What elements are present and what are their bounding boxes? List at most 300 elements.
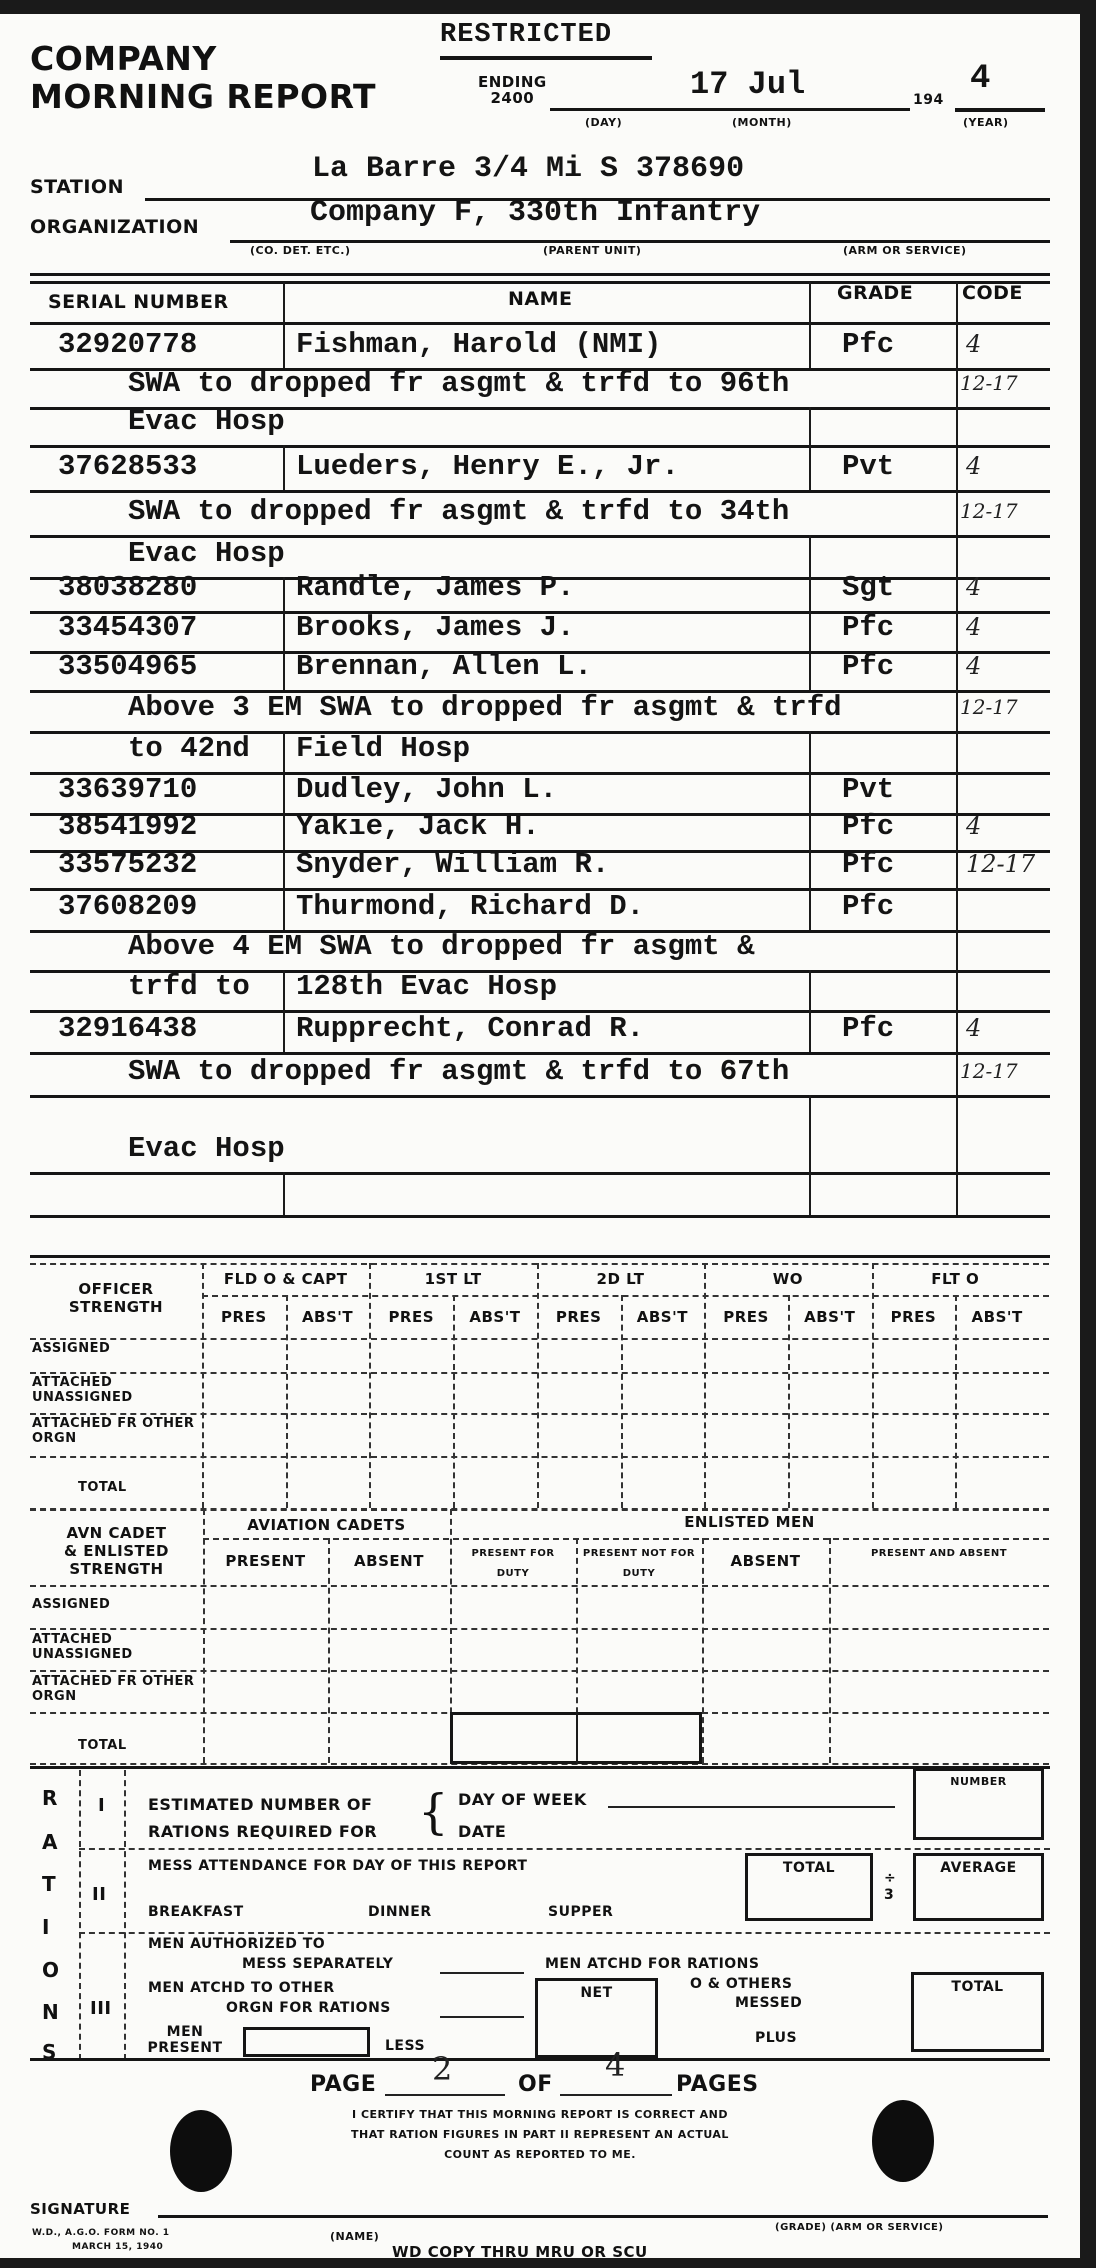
men-atchd-other-label-1: MEN ATCHD TO OTHER: [148, 1980, 335, 1996]
section-2-numeral: II: [92, 1884, 107, 1905]
grade: Pfc: [842, 848, 895, 881]
row-rule: [30, 1215, 1050, 1218]
officer-cell[interactable]: [369, 1338, 453, 1372]
code: 4: [966, 330, 982, 358]
men-atchd-for-rations-label: MEN ATCHD FOR RATIONS: [545, 1956, 760, 1972]
officer-cell[interactable]: [286, 1338, 370, 1372]
enlisted-cell[interactable]: [829, 1712, 1049, 1763]
grade: Pfc: [842, 650, 895, 683]
serial-number: 37628533: [58, 450, 198, 483]
day-of-week-label[interactable]: DAY OF WEEK: [458, 1790, 587, 1809]
net-box[interactable]: [535, 1978, 658, 2058]
certify-line-3: COUNT AS REPORTED TO ME.: [444, 2148, 636, 2161]
officer-cell[interactable]: [872, 1338, 956, 1372]
officer-cell[interactable]: [369, 1372, 453, 1413]
code: 4: [966, 652, 982, 680]
officer-top-rule: [30, 1255, 1050, 1258]
officer-cell[interactable]: [788, 1338, 872, 1372]
atchd-other-line: [440, 2016, 524, 2018]
org-caption-company: (CO. DET. ETC.): [250, 244, 351, 257]
rations-letter: N: [42, 2000, 60, 2024]
col-divider: [956, 282, 958, 322]
men-present-label-1: MEN: [166, 2024, 204, 2040]
others-messed-label-1: O & OTHERS: [690, 1976, 793, 1992]
col-divider: [956, 490, 958, 535]
rations-letter: S: [42, 2040, 57, 2064]
code: 4: [966, 812, 982, 840]
enlisted-cell[interactable]: [328, 1628, 450, 1670]
enlisted-strength-title: [30, 1524, 203, 1578]
brace-icon: {: [418, 1784, 449, 1840]
officer-cell[interactable]: [286, 1456, 370, 1508]
section-3-numeral: III: [90, 1998, 112, 2019]
cadet-col-header: ABSENT: [354, 1552, 424, 1570]
col-divider: [956, 970, 958, 1010]
col-divider: [809, 577, 811, 611]
enlisted-cell[interactable]: [576, 1585, 702, 1628]
serial-number: 32916438: [58, 1012, 198, 1045]
organization-line: [230, 240, 1050, 243]
col-divider: [809, 611, 811, 651]
code: 12-17: [966, 850, 1036, 878]
rations-rule-1: [79, 1848, 1050, 1850]
form-title-line2: MORNING REPORT: [30, 77, 377, 116]
enlisted-title-2: & ENLISTED: [64, 1542, 169, 1560]
date-label[interactable]: DATE: [458, 1822, 507, 1841]
col-divider: [809, 888, 811, 930]
rations-bottom-rule: [30, 2058, 1050, 2061]
rations-rule-2: [79, 1932, 1050, 1934]
name-caption: (NAME): [330, 2230, 380, 2243]
remark-text: Evac Hosp: [128, 405, 285, 438]
officer-cell[interactable]: [704, 1456, 788, 1508]
grid-rule: [202, 1295, 1049, 1297]
plus-label: PLUS: [755, 2030, 798, 2046]
col-divider: [956, 850, 958, 888]
officer-cell[interactable]: [955, 1456, 1039, 1508]
col-header-name: NAME: [508, 288, 573, 310]
officer-row-label: ATTACHED UNASSIGNED: [32, 1375, 133, 1405]
mess-attendance-label: MESS ATTENDANCE FOR DAY OF THIS REPORT: [148, 1858, 528, 1874]
col-header-code: CODE: [962, 282, 1023, 304]
col-divider: [283, 611, 285, 651]
men-present-label: [130, 2024, 240, 2056]
grade-caption: (GRADE) (ARM OR SERVICE): [775, 2222, 944, 2233]
grade: Pvt: [842, 450, 895, 483]
col-divider: [809, 813, 811, 850]
rations-letter: T: [42, 1872, 57, 1896]
organization-value: Company F, 330th Infantry: [310, 196, 761, 230]
remark-text: Evac Hosp: [128, 1132, 285, 1165]
officer-sub-present: PRES: [221, 1308, 267, 1326]
enlisted-cell[interactable]: [203, 1628, 328, 1670]
officer-cell[interactable]: [453, 1456, 537, 1508]
code: 4: [966, 452, 982, 480]
officer-group-header: FLD O & CAPT: [223, 1270, 348, 1288]
enlisted-cell[interactable]: [450, 1628, 576, 1670]
enlisted-col-header: ABSENT: [730, 1552, 801, 1570]
col-divider: [283, 850, 285, 888]
col-divider: [283, 322, 285, 368]
form-identifier: [32, 2226, 170, 2254]
officer-cell[interactable]: [788, 1413, 872, 1456]
remark-text: Above 4 EM SWA to dropped fr asgmt &: [128, 930, 755, 963]
copy-routing-note: WD COPY THRU MRU OR SCU: [392, 2243, 648, 2261]
enlisted-cell[interactable]: [576, 1628, 702, 1670]
col-divider: [283, 577, 285, 611]
col-divider: [956, 813, 958, 850]
rations-letter: I: [42, 1915, 50, 1939]
remark-text: Above 3 EM SWA to dropped fr asgmt & trfd: [128, 691, 842, 724]
certification-text: [250, 2105, 830, 2165]
enlisted-row-label: ATTACHED FR OTHER ORGN: [32, 1674, 195, 1704]
soldier-name: Dudley, John L.: [296, 773, 558, 806]
enlisted-cell[interactable]: [328, 1585, 450, 1628]
serial-number: 38038280: [58, 571, 198, 604]
remark-text: Field Hosp: [296, 732, 471, 765]
officer-cell[interactable]: [202, 1456, 286, 1508]
officer-cell[interactable]: [537, 1338, 621, 1372]
soldier-name: Brooks, James J.: [296, 611, 575, 644]
col-divider: [283, 888, 285, 930]
officer-row-label: ASSIGNED: [32, 1341, 111, 1356]
col-divider: [809, 850, 811, 888]
col-divider: [283, 731, 285, 772]
less-label: LESS: [385, 2038, 426, 2054]
enlisted-cell[interactable]: [203, 1712, 328, 1763]
enlisted-cell[interactable]: [328, 1712, 450, 1763]
soldier-name: Lueders, Henry E., Jr.: [296, 450, 679, 483]
net-label: NET: [580, 1985, 613, 2001]
org-caption-arm: (ARM OR SERVICE): [843, 244, 967, 257]
officer-row-label: TOTAL: [78, 1480, 127, 1495]
number-box-label: NUMBER: [950, 1775, 1007, 1788]
men-present-box[interactable]: [243, 2027, 370, 2057]
officer-cell[interactable]: [955, 1413, 1039, 1456]
col-divider: [283, 1010, 285, 1052]
col-header-grade: GRADE: [837, 282, 914, 304]
men-authorized-label-1: MEN AUTHORIZED TO: [148, 1936, 326, 1952]
col-divider: [283, 772, 285, 813]
officer-cell[interactable]: [453, 1338, 537, 1372]
officer-cell[interactable]: [369, 1456, 453, 1508]
enlisted-col-header: PRESENT AND ABSENT: [870, 1548, 1008, 1559]
code: 12-17: [960, 499, 1018, 523]
section-1-numeral: I: [98, 1795, 106, 1816]
enlisted-title-1: AVN CADET: [66, 1524, 167, 1542]
enlisted-cell[interactable]: [203, 1670, 328, 1712]
year-prefix: 194: [913, 92, 944, 108]
officer-cell[interactable]: [286, 1372, 370, 1413]
code: 4: [966, 1014, 982, 1042]
officer-cell[interactable]: [621, 1456, 705, 1508]
signature-label: SIGNATURE: [30, 2200, 131, 2218]
remark-text: SWA to dropped fr asgmt & trfd to 96th: [128, 367, 790, 400]
soldier-name: Brennan, Allen L.: [296, 650, 592, 683]
col-divider: [956, 888, 958, 930]
ending-label-1: ENDING: [478, 73, 547, 91]
col-divider: [809, 1172, 811, 1215]
officer-group-header: FLT O: [931, 1270, 980, 1288]
col-divider: [956, 445, 958, 490]
form-title: [30, 40, 376, 116]
classification-stamp: RESTRICTED: [440, 20, 613, 50]
remark-text: 128th Evac Hosp: [296, 970, 558, 1003]
officer-cell[interactable]: [704, 1372, 788, 1413]
average-box[interactable]: [913, 1853, 1044, 1921]
form-id-line-1: W.D., A.G.O. FORM NO. 1: [32, 2228, 170, 2238]
officer-sub-absent: ABS'T: [804, 1308, 856, 1326]
year-caption: (YEAR): [963, 116, 1009, 129]
officer-cell[interactable]: [704, 1413, 788, 1456]
officer-cell[interactable]: [955, 1338, 1039, 1372]
code: 12-17: [960, 695, 1018, 719]
remark-text: SWA to dropped fr asgmt & trfd to 34th: [128, 495, 790, 528]
col-divider: [956, 368, 958, 407]
col-divider: [809, 772, 811, 813]
col-divider: [956, 322, 958, 368]
number-box[interactable]: [913, 1768, 1044, 1840]
col-divider: [809, 322, 811, 368]
enlisted-cell[interactable]: [576, 1670, 702, 1712]
officer-title-1: OFFICER: [78, 1280, 154, 1298]
col-divider: [283, 1172, 285, 1215]
enlisted-cell[interactable]: [702, 1670, 829, 1712]
grid-divider: [576, 1712, 578, 1764]
soldier-name: Snyder, William R.: [296, 848, 610, 881]
enlisted-col-header: PRESENT NOT FOR DUTY: [582, 1548, 696, 1579]
col-divider: [809, 651, 811, 690]
soldier-name: Fishman, Harold (NMI): [296, 328, 662, 361]
grade: Pfc: [842, 1012, 895, 1045]
page-line: [385, 2094, 505, 2096]
dinner-label[interactable]: DINNER: [368, 1904, 432, 1920]
punch-hole-left: [170, 2110, 232, 2192]
serial-number: 37608209: [58, 890, 198, 923]
month-caption: (MONTH): [732, 116, 792, 129]
officer-cell[interactable]: [872, 1456, 956, 1508]
officer-cell[interactable]: [704, 1338, 788, 1372]
code: 4: [966, 613, 982, 641]
remark-text: to 42nd: [128, 732, 250, 765]
enlisted-cell[interactable]: [829, 1628, 1049, 1670]
men-present-label-2: PRESENT: [147, 2040, 223, 2056]
enlisted-cell[interactable]: [702, 1628, 829, 1670]
col-divider: [956, 1010, 958, 1052]
rations-letter: A: [42, 1830, 58, 1854]
officer-cell[interactable]: [202, 1338, 286, 1372]
date-line: [550, 108, 910, 111]
officer-sub-present: PRES: [723, 1308, 769, 1326]
pages-line: [560, 2094, 672, 2096]
mess-total-box[interactable]: [745, 1853, 873, 1921]
officer-cell[interactable]: [621, 1413, 705, 1456]
ending-label: [478, 74, 547, 106]
officer-cell[interactable]: [537, 1456, 621, 1508]
officer-row-label: ATTACHED FR OTHER ORGN: [32, 1416, 195, 1446]
col-divider: [809, 1010, 811, 1052]
officer-sub-present: PRES: [388, 1308, 435, 1326]
others-messed-label-2: MESSED: [735, 1995, 803, 2011]
col-divider: [956, 577, 958, 611]
col-divider: [956, 1095, 958, 1172]
organization-label: ORGANIZATION: [30, 216, 200, 238]
officer-group-header: WO: [772, 1270, 804, 1288]
rations-top-rule: [30, 1766, 1050, 1769]
officer-sub-absent: ABS'T: [469, 1308, 521, 1326]
col-divider: [809, 445, 811, 490]
col-divider: [809, 535, 811, 577]
enlisted-cell[interactable]: [829, 1670, 1049, 1712]
ending-label-2: 2400: [490, 89, 535, 107]
classification-underline: [440, 56, 652, 60]
form-title-line1: COMPANY: [30, 39, 217, 78]
rations-total-box[interactable]: [911, 1972, 1044, 2052]
rations-divider-2: [124, 1770, 126, 2060]
col-divider: [956, 731, 958, 772]
officer-cell[interactable]: [872, 1413, 956, 1456]
serial-number: 33575232: [58, 848, 198, 881]
serial-number: 33639710: [58, 773, 198, 806]
col-divider: [956, 651, 958, 690]
col-divider: [956, 407, 958, 445]
pages-label: PAGES: [676, 2072, 759, 2097]
officer-cell[interactable]: [621, 1338, 705, 1372]
of-label: OF: [518, 2072, 553, 2097]
enlisted-cell[interactable]: [702, 1585, 829, 1628]
enlisted-cell[interactable]: [328, 1670, 450, 1712]
officer-cell[interactable]: [537, 1413, 621, 1456]
soldier-name: Thurmond, Richard D.: [296, 890, 645, 923]
officer-sub-absent: ABS'T: [971, 1308, 1023, 1326]
supper-label[interactable]: SUPPER: [548, 1904, 614, 1920]
officer-cell[interactable]: [788, 1456, 872, 1508]
officer-cell[interactable]: [202, 1372, 286, 1413]
remark-text: SWA to dropped fr asgmt & trfd to 67th: [128, 1055, 790, 1088]
day-of-week-line: [608, 1806, 895, 1808]
officer-cell[interactable]: [621, 1372, 705, 1413]
officer-cell[interactable]: [453, 1372, 537, 1413]
breakfast-label[interactable]: BREAKFAST: [148, 1904, 244, 1920]
col-divider: [956, 611, 958, 651]
divide-by-three: ÷ 3: [884, 1870, 897, 1903]
rations-letter: R: [42, 1786, 58, 1810]
code: 12-17: [960, 371, 1018, 395]
officer-cell[interactable]: [286, 1413, 370, 1456]
col-divider: [283, 813, 285, 850]
cadet-col-header: PRESENT: [225, 1552, 306, 1570]
officer-cell[interactable]: [955, 1372, 1039, 1413]
col-divider: [809, 731, 811, 772]
mess-separately-line: [440, 1972, 524, 1974]
year-line: [955, 108, 1045, 112]
average-label: AVERAGE: [940, 1860, 1017, 1876]
men-atchd-other-label-2: ORGN FOR RATIONS: [226, 2000, 391, 2016]
col-divider: [956, 535, 958, 577]
rations-letter: O: [42, 1958, 60, 1982]
officer-cell[interactable]: [537, 1372, 621, 1413]
officer-sub-present: PRES: [555, 1308, 602, 1326]
certify-line-2: THAT RATION FIGURES IN PART II REPRESENT AN ACTUAL: [351, 2128, 729, 2141]
station-label: STATION: [30, 176, 124, 198]
station-value: La Barre 3/4 Mi S 378690: [312, 152, 745, 186]
form-id-line-2: MARCH 15, 1940: [72, 2242, 164, 2252]
punch-hole-right: [872, 2100, 934, 2182]
serial-number: 32920778: [58, 328, 198, 361]
mess-total-label: TOTAL: [782, 1860, 836, 1876]
col-header-serial: SERIAL NUMBER: [48, 291, 229, 313]
men-authorized-label-2: MESS SEPARATELY: [242, 1956, 394, 1972]
officer-group-header: 1ST LT: [424, 1270, 482, 1288]
enlisted-cell[interactable]: [702, 1712, 829, 1763]
signature-line[interactable]: [158, 2215, 1048, 2218]
officer-title-2: STRENGTH: [68, 1298, 164, 1316]
serial-number: 38541992: [58, 810, 198, 843]
grid-rule: [30, 1263, 1049, 1265]
remark-text: Evac Hosp: [128, 537, 285, 570]
officer-cell[interactable]: [453, 1413, 537, 1456]
enlisted-cell[interactable]: [450, 1670, 576, 1712]
enlisted-men-header: ENLISTED MEN: [684, 1513, 815, 1531]
remark-text: trfd to: [128, 970, 250, 1003]
col-divider: [283, 282, 285, 322]
day-caption: (DAY): [585, 116, 623, 129]
report-date: 17 Jul: [690, 66, 806, 103]
officer-cell[interactable]: [202, 1413, 286, 1456]
officer-strength-title: [30, 1280, 202, 1316]
serial-number: 33454307: [58, 611, 198, 644]
soldier-name: Randle, James P.: [296, 571, 575, 604]
col-divider: [956, 930, 958, 970]
col-divider: [956, 772, 958, 813]
grade: Pfc: [842, 890, 895, 923]
officer-cell[interactable]: [369, 1413, 453, 1456]
page-label: PAGE: [310, 2072, 377, 2097]
rations-total-label: TOTAL: [951, 1979, 1004, 1995]
col-divider: [283, 445, 285, 490]
col-divider: [809, 1095, 811, 1172]
table-row: [30, 1172, 1050, 1215]
enlisted-cell[interactable]: [203, 1585, 328, 1628]
grade: Pfc: [842, 611, 895, 644]
enlisted-row-label: ATTACHED UNASSIGNED: [32, 1632, 133, 1662]
enlisted-cell[interactable]: [829, 1585, 1049, 1628]
officer-cell[interactable]: [788, 1372, 872, 1413]
officer-sub-absent: ABS'T: [301, 1308, 354, 1326]
enlisted-row-label: TOTAL: [78, 1738, 127, 1753]
officer-cell[interactable]: [872, 1372, 956, 1413]
enlisted-row-label: ASSIGNED: [32, 1597, 111, 1612]
soldier-name: Rupprecht, Conrad R.: [296, 1012, 645, 1045]
soldier-name: Yakie, Jack H.: [296, 810, 540, 843]
enlisted-cell[interactable]: [450, 1585, 576, 1628]
col-divider: [809, 970, 811, 1010]
col-divider: [809, 407, 811, 445]
grid-rule: [30, 1509, 1049, 1511]
aviation-cadets-header: AVIATION CADETS: [247, 1516, 406, 1534]
officer-sub-present: PRES: [890, 1308, 937, 1326]
rations-divider-1: [79, 1770, 81, 2060]
grade: Pfc: [842, 810, 895, 843]
report-year: 4: [970, 60, 991, 98]
col-divider: [956, 1052, 958, 1095]
officer-sub-absent: ABS'T: [636, 1308, 688, 1326]
col-divider: [283, 970, 285, 1010]
col-divider: [956, 1172, 958, 1215]
rations-required-label-1: ESTIMATED NUMBER OF: [148, 1795, 373, 1814]
page-number: 2: [432, 2050, 453, 2088]
code: 12-17: [960, 1059, 1018, 1083]
